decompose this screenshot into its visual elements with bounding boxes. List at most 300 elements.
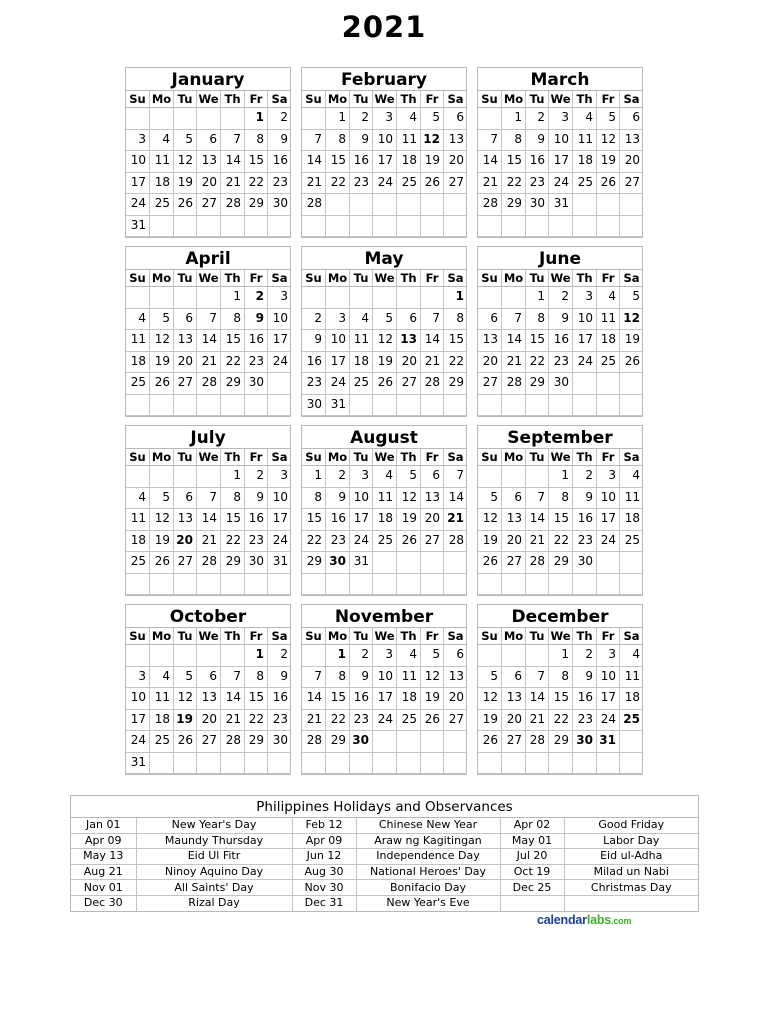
month-day-grid — [302, 628, 466, 774]
empty-cell — [126, 287, 150, 309]
day-cell: 26 — [174, 731, 197, 753]
weekday-header: Mo — [502, 628, 526, 645]
holiday-date: Dec 31 — [292, 895, 356, 910]
day-cell: 24 — [350, 531, 373, 553]
day-cell: 16 — [245, 509, 268, 531]
empty-cell — [421, 216, 444, 238]
day-cell: 22 — [302, 531, 326, 553]
day-cell: 29 — [444, 373, 467, 395]
day-cell: 18 — [350, 352, 373, 374]
empty-cell — [174, 574, 197, 596]
empty-cell — [620, 753, 643, 775]
day-cell: 19 — [174, 173, 197, 195]
holiday-date: Apr 02 — [500, 818, 564, 833]
weekday-header: Mo — [326, 270, 350, 287]
empty-cell — [478, 574, 502, 596]
weekday-header: Mo — [150, 91, 174, 108]
day-cell: 16 — [573, 509, 597, 531]
weekday-header: Su — [126, 91, 150, 108]
day-cell: 8 — [245, 130, 268, 152]
day-cell: 26 — [421, 710, 444, 732]
empty-cell — [326, 753, 350, 775]
day-cell: 9 — [245, 488, 268, 510]
day-cell: 26 — [150, 552, 174, 574]
empty-cell — [478, 645, 502, 667]
weekday-header: Mo — [150, 449, 174, 466]
empty-cell — [573, 373, 597, 395]
empty-cell — [350, 287, 373, 309]
day-cell: 20 — [502, 710, 526, 732]
weekday-header: Th — [397, 449, 421, 466]
day-cell: 14 — [421, 330, 444, 352]
day-cell: 30 — [245, 373, 268, 395]
day-cell: 4 — [150, 130, 174, 152]
day-cell: 30 — [573, 552, 597, 574]
day-cell: 2 — [350, 108, 373, 130]
weekday-header: Fr — [245, 449, 268, 466]
day-cell: 15 — [326, 151, 350, 173]
day-cell: 8 — [221, 488, 245, 510]
day-cell: 5 — [174, 130, 197, 152]
weekday-header: Th — [573, 91, 597, 108]
day-cell: 9 — [245, 309, 268, 331]
day-cell: 1 — [502, 108, 526, 130]
month-may — [301, 246, 467, 417]
day-cell: 28 — [478, 194, 502, 216]
day-cell: 22 — [526, 352, 549, 374]
day-cell: 15 — [526, 330, 549, 352]
day-cell: 11 — [373, 488, 397, 510]
day-cell: 12 — [597, 130, 620, 152]
weekday-header: Su — [302, 628, 326, 645]
day-cell: 14 — [221, 688, 245, 710]
empty-cell — [373, 731, 397, 753]
month-day-grid — [478, 628, 642, 774]
day-cell: 7 — [478, 130, 502, 152]
empty-cell — [526, 574, 549, 596]
day-cell: 25 — [397, 710, 421, 732]
day-cell: 25 — [350, 373, 373, 395]
weekday-header: We — [373, 91, 397, 108]
empty-cell — [150, 645, 174, 667]
empty-cell — [502, 287, 526, 309]
day-cell: 5 — [478, 667, 502, 689]
empty-cell — [573, 194, 597, 216]
weekday-header: Tu — [526, 449, 549, 466]
day-cell: 6 — [174, 488, 197, 510]
empty-cell — [302, 108, 326, 130]
day-cell: 30 — [268, 194, 291, 216]
day-cell: 27 — [421, 531, 444, 553]
empty-cell — [221, 216, 245, 238]
holiday-name: Eid Ul Fitr — [136, 849, 292, 865]
day-cell: 4 — [126, 488, 150, 510]
day-cell: 17 — [573, 330, 597, 352]
month-name: October — [126, 605, 290, 628]
day-cell: 8 — [221, 309, 245, 331]
day-cell: 22 — [326, 710, 350, 732]
day-cell: 11 — [126, 330, 150, 352]
day-cell: 15 — [221, 509, 245, 531]
month-name: December — [478, 605, 642, 628]
day-cell: 16 — [573, 688, 597, 710]
month-day-grid — [478, 270, 642, 416]
day-cell: 21 — [526, 710, 549, 732]
empty-cell — [597, 395, 620, 417]
day-cell: 23 — [350, 173, 373, 195]
day-cell: 10 — [549, 130, 573, 152]
day-cell: 9 — [549, 309, 573, 331]
empty-cell — [597, 194, 620, 216]
empty-cell — [174, 287, 197, 309]
empty-cell — [478, 753, 502, 775]
holiday-name: New Year's Day — [136, 818, 292, 833]
day-cell: 21 — [197, 531, 221, 553]
weekday-header: Mo — [150, 628, 174, 645]
holiday-name: New Year's Eve — [356, 895, 500, 910]
day-cell: 16 — [350, 688, 373, 710]
empty-cell — [421, 287, 444, 309]
day-cell: 23 — [350, 710, 373, 732]
calendarlabs-logo: calendarlabs.com — [537, 913, 632, 927]
day-cell: 8 — [326, 667, 350, 689]
weekday-header: Tu — [526, 91, 549, 108]
weekday-header: Tu — [526, 270, 549, 287]
day-cell: 27 — [444, 710, 467, 732]
day-cell: 25 — [126, 373, 150, 395]
empty-cell — [421, 194, 444, 216]
day-cell: 25 — [573, 173, 597, 195]
weekday-header: Mo — [326, 91, 350, 108]
empty-cell — [150, 216, 174, 238]
weekday-header: Tu — [174, 270, 197, 287]
day-cell: 9 — [526, 130, 549, 152]
day-cell: 15 — [502, 151, 526, 173]
day-cell: 26 — [174, 194, 197, 216]
day-cell: 7 — [197, 488, 221, 510]
day-cell: 27 — [174, 552, 197, 574]
empty-cell — [397, 574, 421, 596]
empty-cell — [126, 645, 150, 667]
month-day-grid — [126, 270, 290, 416]
day-cell: 5 — [620, 287, 643, 309]
day-cell: 13 — [421, 488, 444, 510]
holiday-date: Aug 21 — [71, 864, 136, 880]
day-cell: 7 — [502, 309, 526, 331]
day-cell: 20 — [478, 352, 502, 374]
day-cell: 17 — [268, 330, 291, 352]
day-cell: 6 — [174, 309, 197, 331]
weekday-header: Fr — [245, 91, 268, 108]
day-cell: 30 — [549, 373, 573, 395]
day-cell: 15 — [549, 688, 573, 710]
day-cell: 19 — [373, 352, 397, 374]
day-cell: 6 — [620, 108, 643, 130]
day-cell: 19 — [174, 710, 197, 732]
day-cell: 29 — [549, 731, 573, 753]
day-cell: 5 — [397, 466, 421, 488]
empty-cell — [373, 216, 397, 238]
weekday-header: Fr — [597, 270, 620, 287]
day-cell: 19 — [478, 531, 502, 553]
weekday-header: Sa — [268, 91, 291, 108]
day-cell: 5 — [174, 667, 197, 689]
day-cell: 27 — [174, 373, 197, 395]
empty-cell — [197, 395, 221, 417]
day-cell: 30 — [268, 731, 291, 753]
empty-cell — [597, 373, 620, 395]
day-cell: 25 — [373, 531, 397, 553]
weekday-header: Fr — [245, 270, 268, 287]
day-cell: 31 — [126, 753, 150, 775]
weekday-header: Sa — [620, 449, 643, 466]
day-cell: 15 — [245, 688, 268, 710]
day-cell: 27 — [502, 731, 526, 753]
day-cell: 22 — [549, 531, 573, 553]
day-cell: 14 — [502, 330, 526, 352]
day-cell: 18 — [397, 151, 421, 173]
day-cell: 15 — [549, 509, 573, 531]
empty-cell — [326, 574, 350, 596]
empty-cell — [197, 216, 221, 238]
holiday-row — [71, 818, 698, 833]
day-cell: 6 — [397, 309, 421, 331]
empty-cell — [620, 216, 643, 238]
day-cell: 27 — [620, 173, 643, 195]
day-cell: 27 — [502, 552, 526, 574]
empty-cell — [197, 466, 221, 488]
empty-cell — [350, 194, 373, 216]
day-cell: 10 — [597, 667, 620, 689]
empty-cell — [245, 395, 268, 417]
holidays-title: Philippines Holidays and Observances — [71, 796, 698, 818]
weekday-header: Fr — [245, 628, 268, 645]
page-title: 2021 — [341, 10, 427, 44]
day-cell: 1 — [549, 466, 573, 488]
weekday-header: Th — [397, 628, 421, 645]
empty-cell — [221, 395, 245, 417]
day-cell: 26 — [620, 352, 643, 374]
day-cell: 17 — [268, 509, 291, 531]
weekday-header: Th — [573, 449, 597, 466]
day-cell: 21 — [302, 710, 326, 732]
empty-cell — [526, 216, 549, 238]
empty-cell — [478, 466, 502, 488]
day-cell: 17 — [350, 509, 373, 531]
day-cell: 17 — [126, 710, 150, 732]
day-cell: 5 — [150, 309, 174, 331]
day-cell: 24 — [597, 710, 620, 732]
empty-cell — [620, 373, 643, 395]
day-cell: 19 — [421, 151, 444, 173]
day-cell: 12 — [478, 509, 502, 531]
day-cell: 31 — [268, 552, 291, 574]
day-cell: 3 — [326, 309, 350, 331]
month-name: February — [302, 68, 466, 91]
day-cell: 10 — [373, 667, 397, 689]
day-cell: 18 — [397, 688, 421, 710]
day-cell: 10 — [597, 488, 620, 510]
day-cell: 20 — [197, 173, 221, 195]
day-cell: 28 — [444, 531, 467, 553]
month-november — [301, 604, 467, 775]
empty-cell — [502, 753, 526, 775]
empty-cell — [373, 287, 397, 309]
day-cell: 10 — [350, 488, 373, 510]
day-cell: 21 — [444, 509, 467, 531]
holiday-name: Christmas Day — [564, 880, 698, 896]
day-cell: 19 — [397, 509, 421, 531]
day-cell: 4 — [573, 108, 597, 130]
empty-cell — [197, 574, 221, 596]
holiday-name: Rizal Day — [136, 895, 292, 910]
weekday-header: Mo — [326, 628, 350, 645]
day-cell: 26 — [478, 552, 502, 574]
day-cell: 20 — [397, 352, 421, 374]
day-cell: 3 — [573, 287, 597, 309]
day-cell: 9 — [268, 667, 291, 689]
day-cell: 8 — [245, 667, 268, 689]
day-cell: 5 — [150, 488, 174, 510]
day-cell: 29 — [326, 731, 350, 753]
empty-cell — [549, 395, 573, 417]
day-cell: 14 — [221, 151, 245, 173]
day-cell: 4 — [397, 108, 421, 130]
empty-cell — [444, 552, 467, 574]
day-cell: 13 — [502, 688, 526, 710]
empty-cell — [197, 753, 221, 775]
empty-cell — [373, 753, 397, 775]
empty-cell — [150, 287, 174, 309]
empty-cell — [397, 194, 421, 216]
month-name: April — [126, 247, 290, 270]
day-cell: 1 — [326, 645, 350, 667]
day-cell: 2 — [549, 287, 573, 309]
day-cell: 20 — [174, 531, 197, 553]
month-day-grid — [302, 270, 466, 416]
day-cell: 20 — [197, 710, 221, 732]
weekday-header: Th — [221, 91, 245, 108]
holiday-date: Feb 12 — [292, 818, 356, 833]
day-cell: 20 — [421, 509, 444, 531]
holiday-date: Nov 01 — [71, 880, 136, 896]
day-cell: 9 — [573, 488, 597, 510]
day-cell: 23 — [245, 352, 268, 374]
day-cell: 21 — [478, 173, 502, 195]
weekday-header: We — [549, 270, 573, 287]
day-cell: 22 — [245, 173, 268, 195]
weekday-header: We — [549, 628, 573, 645]
empty-cell — [174, 108, 197, 130]
weekday-header: Th — [221, 270, 245, 287]
empty-cell — [197, 108, 221, 130]
month-name: September — [478, 426, 642, 449]
day-cell: 10 — [573, 309, 597, 331]
month-day-grid — [302, 91, 466, 237]
empty-cell — [397, 216, 421, 238]
day-cell: 15 — [444, 330, 467, 352]
weekday-header: Tu — [174, 449, 197, 466]
day-cell: 6 — [478, 309, 502, 331]
empty-cell — [597, 552, 620, 574]
day-cell: 11 — [150, 688, 174, 710]
empty-cell — [302, 216, 326, 238]
day-cell: 26 — [421, 173, 444, 195]
empty-cell — [221, 645, 245, 667]
day-cell: 29 — [526, 373, 549, 395]
day-cell: 28 — [221, 194, 245, 216]
empty-cell — [620, 395, 643, 417]
empty-cell — [421, 574, 444, 596]
day-cell: 2 — [326, 466, 350, 488]
weekday-header: Su — [126, 270, 150, 287]
weekday-header: Th — [573, 628, 597, 645]
day-cell: 11 — [397, 130, 421, 152]
day-cell: 2 — [573, 466, 597, 488]
weekday-header: Mo — [502, 91, 526, 108]
day-cell: 15 — [326, 688, 350, 710]
day-cell: 4 — [397, 645, 421, 667]
day-cell: 7 — [421, 309, 444, 331]
day-cell: 25 — [150, 731, 174, 753]
day-cell: 20 — [174, 352, 197, 374]
day-cell: 29 — [221, 373, 245, 395]
month-name: July — [126, 426, 290, 449]
month-august — [301, 425, 467, 596]
day-cell: 30 — [302, 395, 326, 417]
day-cell: 6 — [444, 645, 467, 667]
day-cell: 17 — [597, 688, 620, 710]
empty-cell — [397, 395, 421, 417]
day-cell: 9 — [326, 488, 350, 510]
month-day-grid — [126, 91, 290, 237]
empty-cell — [245, 574, 268, 596]
holiday-date: Jan 01 — [71, 818, 136, 833]
day-cell: 2 — [573, 645, 597, 667]
day-cell: 21 — [526, 531, 549, 553]
day-cell: 6 — [502, 488, 526, 510]
empty-cell — [620, 574, 643, 596]
day-cell: 18 — [573, 151, 597, 173]
empty-cell — [526, 645, 549, 667]
day-cell: 12 — [174, 151, 197, 173]
day-cell: 10 — [268, 309, 291, 331]
day-cell: 27 — [397, 373, 421, 395]
day-cell: 17 — [326, 352, 350, 374]
day-cell: 8 — [549, 667, 573, 689]
empty-cell — [478, 395, 502, 417]
day-cell: 29 — [245, 731, 268, 753]
empty-cell — [478, 216, 502, 238]
weekday-header: Su — [302, 91, 326, 108]
holiday-name: Labor Day — [564, 833, 698, 849]
empty-cell — [397, 753, 421, 775]
day-cell: 14 — [302, 151, 326, 173]
day-cell: 13 — [197, 151, 221, 173]
weekday-header: Su — [478, 91, 502, 108]
holiday-name: Bonifacio Day — [356, 880, 500, 896]
empty-cell — [326, 216, 350, 238]
day-cell: 24 — [326, 373, 350, 395]
empty-cell — [597, 574, 620, 596]
empty-cell — [397, 731, 421, 753]
empty-cell — [174, 216, 197, 238]
day-cell: 11 — [350, 330, 373, 352]
day-cell: 16 — [549, 330, 573, 352]
weekday-header: We — [373, 449, 397, 466]
empty-cell — [502, 466, 526, 488]
weekday-header: Mo — [502, 449, 526, 466]
